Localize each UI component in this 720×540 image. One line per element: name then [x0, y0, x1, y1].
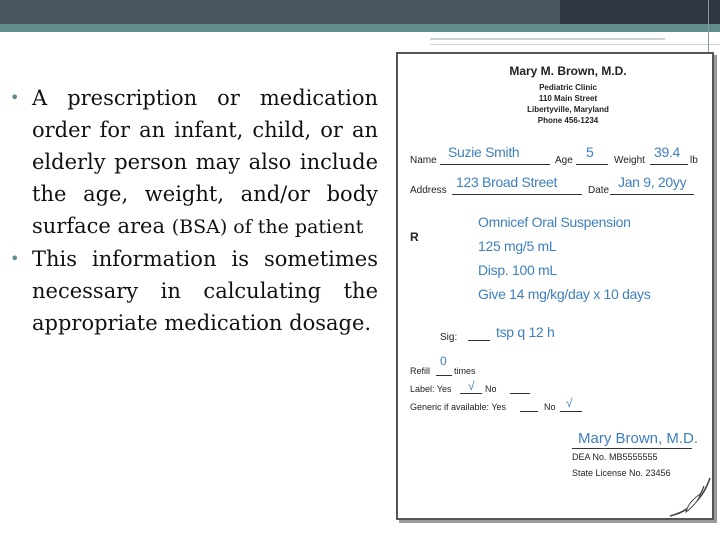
refill-label: Refill — [410, 366, 431, 376]
clinic-city: Libertyville, Maryland — [527, 105, 609, 114]
patient-age: 5 — [586, 144, 594, 160]
generic-yes-underline — [520, 411, 538, 412]
bullet-text: A prescription or medication order for an infant, child, or an elderly person may also include the age, weight, and/or body surface area — [32, 86, 378, 238]
patient-name: Suzie Smith — [448, 144, 520, 160]
generic-no-label: No — [544, 402, 556, 412]
rx-symbol: R — [410, 230, 419, 244]
date-underline — [610, 194, 694, 195]
refill-value: 0 — [440, 354, 447, 368]
generic-no-check-icon: √ — [566, 396, 573, 410]
date-label: Date — [588, 185, 610, 196]
address-underline — [452, 194, 582, 195]
prescription-card — [396, 52, 714, 520]
bullet-text-bsa: (BSA) of the patient — [171, 216, 364, 238]
bullet-list — [10, 82, 378, 339]
times-label: times — [454, 366, 476, 376]
page-curl-icon — [668, 474, 712, 518]
patient-weight: 39.4 — [654, 144, 681, 160]
decorative-line — [430, 38, 665, 40]
drug-strength: 125 mg/5 mL — [478, 238, 557, 254]
patient-address: 123 Broad Street — [456, 174, 558, 190]
label-yes-label: Label: Yes — [410, 384, 452, 394]
label-no-label: No — [485, 384, 497, 394]
address-label: Address — [410, 185, 447, 196]
sig-label: Sig: — [440, 332, 458, 343]
clinic-street: 110 Main Street — [538, 94, 598, 103]
label-yes-check-icon: √ — [468, 379, 475, 393]
sig-underline — [468, 340, 490, 341]
label-no-underline — [510, 393, 530, 394]
rx-date: Jan 9, 20yy — [618, 174, 687, 190]
age-label: Age — [555, 155, 573, 166]
weight-unit: lb — [690, 155, 698, 166]
weight-underline — [650, 164, 688, 165]
label-yes-underline — [460, 393, 482, 394]
clinic-name: Pediatric Clinic — [539, 83, 597, 92]
drug-name: Omnicef Oral Suspension — [478, 214, 631, 230]
age-underline — [576, 164, 608, 165]
decorative-line — [430, 44, 720, 45]
bullet-text: This information is sometimes necessary in calculating the appropriate medication dosage. — [32, 247, 378, 335]
name-label: Name — [410, 155, 437, 166]
drug-dispense: Disp. 100 mL — [478, 262, 557, 278]
generic-yes-label: Generic if available: Yes — [410, 402, 507, 412]
bullet-dot-icon: • — [10, 249, 20, 268]
state-license: State License No. 23456 — [572, 468, 671, 478]
dea-number: DEA No. MB5555555 — [572, 452, 658, 462]
title-bar-dark-segment — [560, 0, 720, 24]
bullet-item — [10, 243, 378, 339]
drug-directions: Give 14 mg/kg/day x 10 days — [478, 286, 651, 302]
accent-strip — [0, 24, 720, 32]
generic-no-underline — [560, 411, 582, 412]
signature: Mary Brown, M.D. — [578, 430, 699, 447]
refill-underline — [436, 375, 452, 376]
clinic-phone: Phone 456-1234 — [537, 116, 599, 125]
name-underline — [440, 164, 550, 165]
bullet-dot-icon: • — [10, 88, 20, 107]
bullet-item — [10, 82, 378, 243]
weight-label: Weight — [614, 155, 645, 166]
doctor-name: Mary M. Brown, M.D. — [509, 64, 627, 78]
signature-underline — [572, 448, 692, 449]
decorative-vertical-line — [708, 0, 709, 60]
sig-value: tsp q 12 h — [496, 324, 555, 340]
